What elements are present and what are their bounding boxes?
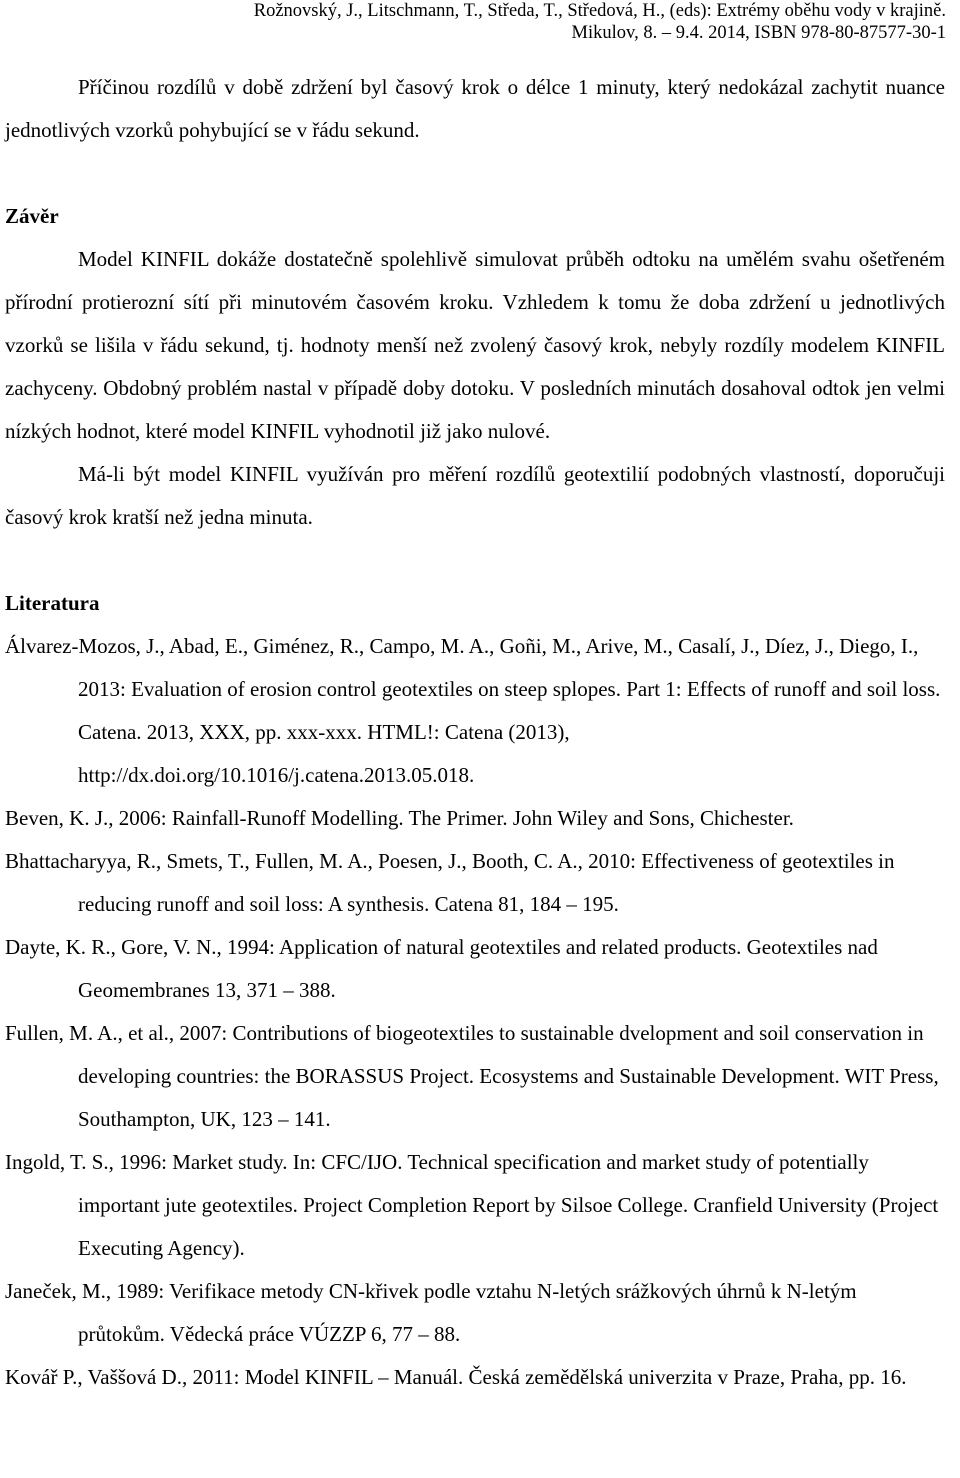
reference-item: Ingold, T. S., 1996: Market study. In: CFC/IJO. Technical specification and market study of potentially important jute geotextiles. Project Completion Report by Silsoe College. Cranfield University (Project Executing Agency). <box>5 1150 939 1260</box>
conclusion-paragraph-1: Model KINFIL dokáže dostatečně spolehlivě simulovat průběh odtoku na umělém svahu ošetřeném přírodní protierozní sítí při minutovém časovém kroku. Vzhledem k tomu že doba zdržení u jednotlivých vzorků se lišila v řádu sekund, tj. hodnoty menší než zvolený časový krok, nebyly rozdíly modelem KINFIL zachyceny. Obdobný problém nastal v případě doby dotoku. V posledních minutách dosahoval odtok jen velmi nízkých hodnot, které model KINFIL vyhodnotil již jako nulové. <box>5 247 945 443</box>
section-gap <box>5 539 945 582</box>
literature-heading: Literatura <box>5 591 100 615</box>
conclusion-heading: Závěr <box>5 204 59 228</box>
header-line-isbn: Mikulov, 8. – 9.4. 2014, ISBN 978-80-87577-30-1 <box>571 23 946 43</box>
reference-item: Fullen, M. A., et al., 2007: Contributions of biogeotextiles to sustainable dvelopment and soil conservation in developing countries: the BORASSUS Project. Ecosystems and Sustainable Development. WIT Press, Southampton, UK, 123 – 141. <box>5 1021 939 1131</box>
intro-paragraph: Příčinou rozdílů v době zdržení byl časový krok o délce 1 minuty, který nedokázal zachytit nuance jednotlivých vzorků pohybující se v řádu sekund. <box>5 75 945 142</box>
reference-item: Álvarez-Mozos, J., Abad, E., Giménez, R., Campo, M. A., Goñi, M., Arive, M., Casalí, J., Díez, J., Diego, I., 2013: Evaluation of erosion control geotextiles on steep splopes. Part 1: Effects of runoff and soil loss. Catena. 2013, XXX, pp. xxx-xxx. HTML!: Catena (2013), http://dx.doi.org/10.1016/j.catena.2013.05.018. <box>5 634 941 787</box>
page-body <box>5 66 945 1399</box>
header-line-authors: Rožnovský, J., Litschmann, T., Středa, T., Středová, H., (eds): Extrémy oběhu vody v krajině. <box>253 1 946 21</box>
conclusion-paragraph-2: Má-li být model KINFIL využíván pro měření rozdílů geotextilií podobných vlastností, doporučuji časový krok kratší než jedna minuta. <box>5 462 945 529</box>
reference-item: Bhattacharyya, R., Smets, T., Fullen, M. A., Poesen, J., Booth, C. A., 2010: Effectiveness of geotextiles in reducing runoff and soil loss: A synthesis. Catena 81, 184 – 195. <box>5 849 895 916</box>
reference-item: Beven, K. J., 2006: Rainfall-Runoff Modelling. The Primer. John Wiley and Sons, Chichester. <box>5 806 794 830</box>
conclusion-section <box>5 195 945 539</box>
running-header <box>126 0 946 44</box>
literature-section <box>5 582 945 1399</box>
reference-item: Kovář P., Vaššová D., 2011: Model KINFIL – Manuál. Česká zemědělská univerzita v Praze, Praha, pp. 16. <box>5 1365 907 1389</box>
reference-item: Janeček, M., 1989: Verifikace metody CN-křivek podle vztahu N-letých srážkových úhrnů k N-letým průtokům. Vědecká práce VÚZZP 6, 77 – 88. <box>5 1279 857 1346</box>
section-gap <box>5 152 945 195</box>
reference-item: Dayte, K. R., Gore, V. N., 1994: Application of natural geotextiles and related products. Geotextiles nad Geomembranes 13, 371 – 388. <box>5 935 878 1002</box>
